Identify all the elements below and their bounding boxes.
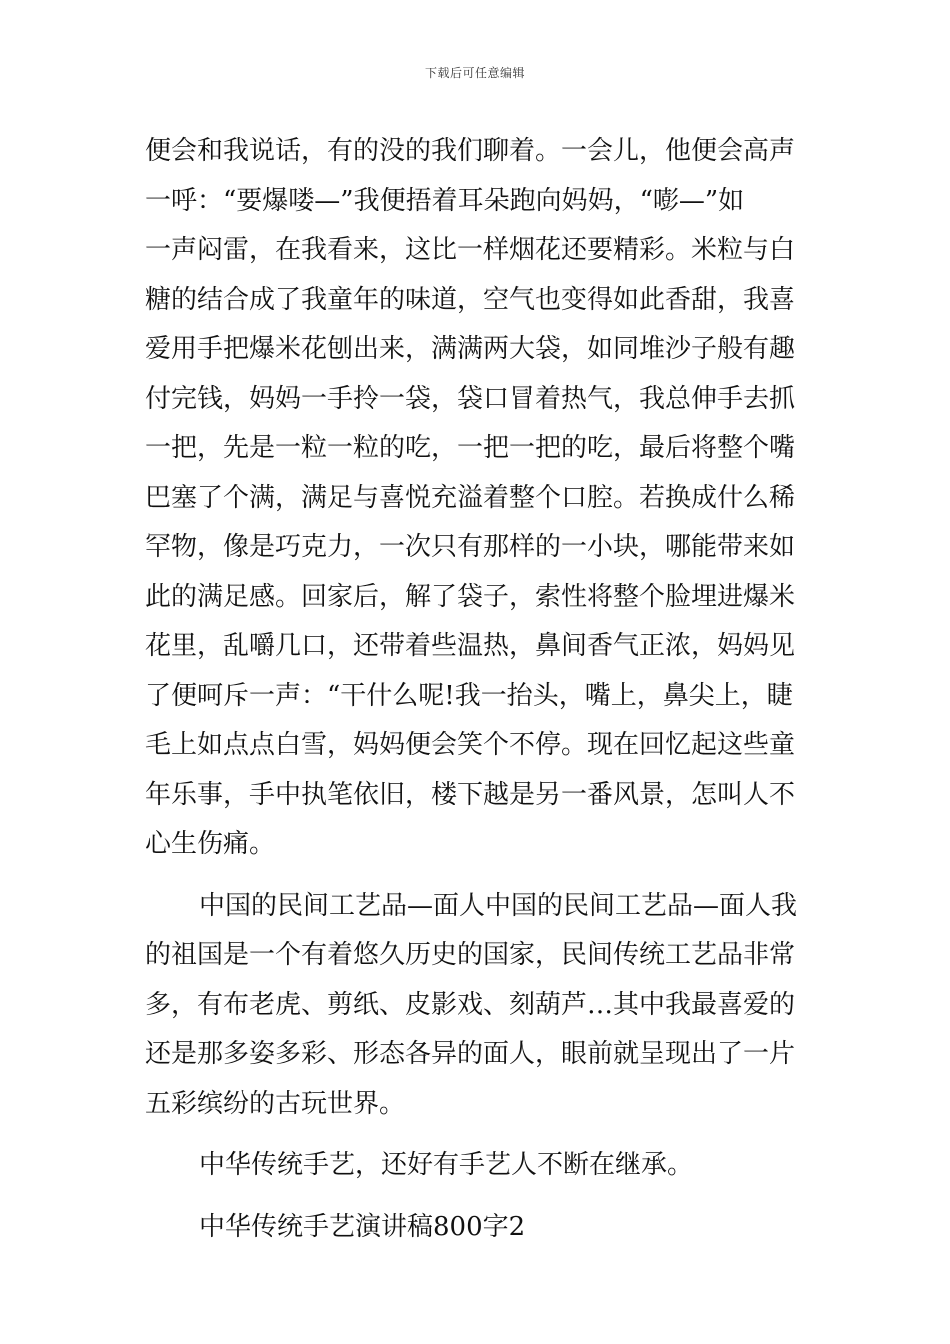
paragraph-gap [145,1191,810,1203]
text-line: 了便呵斥一声：“干什么呢!我一抬头，嘴上，鼻尖上，睫 [145,680,793,711]
text-line: 此的满足感。回家后，解了袋子，索性将整个脸埋进爆米 [145,581,796,612]
document-body [145,127,810,1252]
text-line: 糖的结合成了我童年的味道，空气也变得如此香甜，我喜 [145,284,796,315]
text-line: 巴塞了个满，满足与喜悦充溢着整个口腔。若换成什么稀 [145,482,796,513]
paragraph [145,127,810,870]
text-line: 爱用手把爆米花刨出来，满满两大袋，如同堆沙子般有趣 [145,334,796,364]
text-line: 五彩缤纷的古玩世界。 [145,1088,406,1119]
text-line: 花里，乱嚼几口，还带着些温热，鼻间香气正浓，妈妈见 [145,631,796,661]
paragraph-gap [145,1129,810,1141]
text-line: 的祖国是一个有着悠久历史的国家，民间传统工艺品非常 [145,940,796,970]
text-line: 中华传统手艺，还好有手艺人不断在继承。 [199,1150,694,1180]
page-header: 下载后可任意编辑 [424,66,525,80]
text-line: 毛上如点点白雪，妈妈便会笑个不停。现在回忆起这些童 [145,730,796,760]
text-line: 心生伤痛。 [145,829,276,859]
section-heading: 中华传统手艺演讲稿800字2 [199,1211,526,1242]
paragraph [145,1203,810,1253]
text-line: 年乐事，手中执笔依旧，楼下越是另一番风景，怎叫人不 [145,779,796,810]
text-line: 便会和我说话，有的没的我们聊着。一会儿，他便会高声 [145,136,796,166]
text-line: 中国的民间工艺品—面人中国的民间工艺品—面人我 [199,890,798,921]
paragraph-gap [145,870,810,882]
text-line: 付完钱，妈妈一手拎一袋，袋口冒着热气，我总伸手去抓 [145,383,796,414]
paragraph [145,1141,810,1191]
text-line: 还是那多姿多彩、形态各异的面人，眼前就呈现出了一片 [145,1039,796,1069]
text-line: 一声闷雷，在我看来，这比一样烟花还要精彩。米粒与白 [145,235,796,265]
text-line: 罕物，像是巧克力，一次只有那样的一小块，哪能带来如 [145,532,796,562]
text-line: 多，有布老虎、剪纸、皮影戏、刻葫芦…其中我最喜爱的 [145,989,796,1020]
text-line: 一把，先是一粒一粒的吃，一把一把的吃，最后将整个嘴 [145,433,796,463]
text-line: 一呼：“要爆喽—”我便捂着耳朵跑向妈妈，“嘭—”如 [145,185,745,216]
paragraph [145,882,810,1130]
